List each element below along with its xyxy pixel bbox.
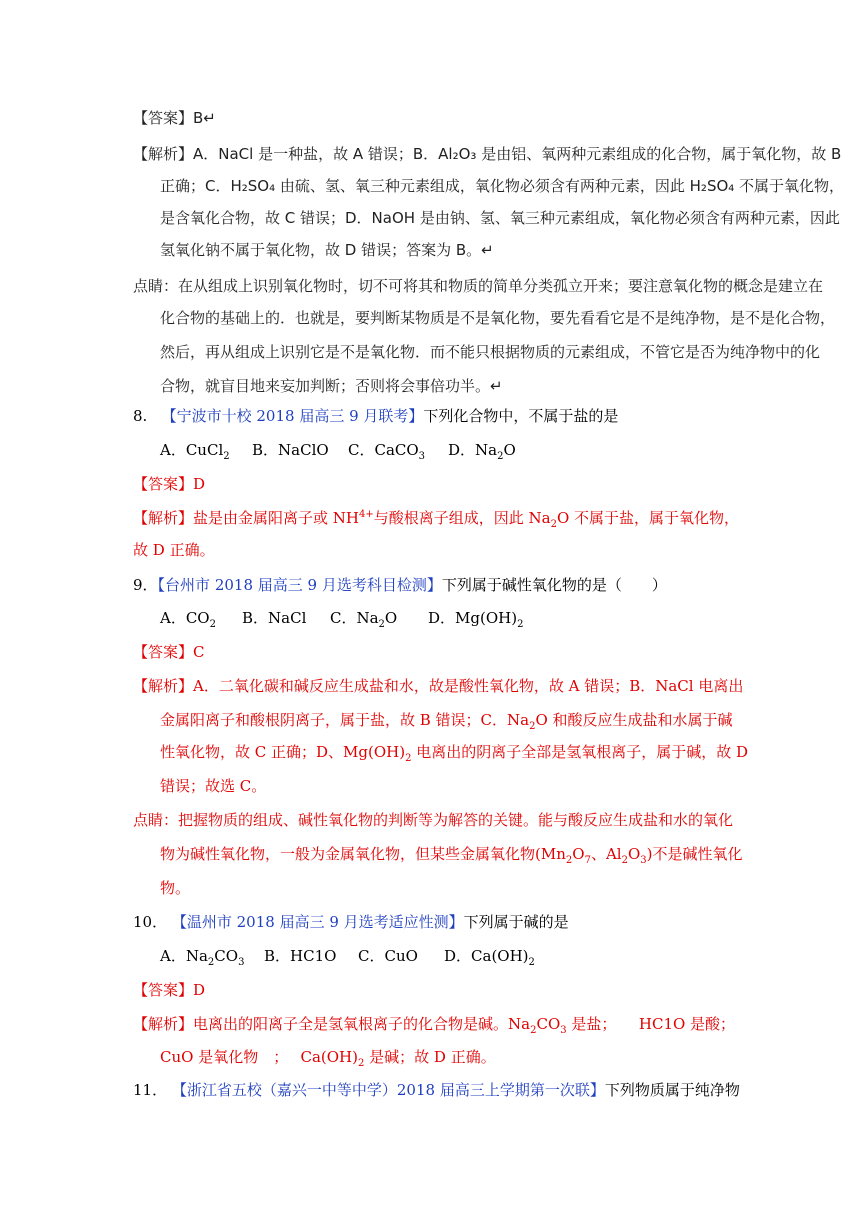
question-10-header	[133, 912, 569, 932]
question-9-header	[133, 575, 667, 595]
question-number: 11．	[133, 1081, 168, 1099]
question-stem: 下列属于碱的是	[463, 913, 569, 931]
question-9-analysis-line-2: 金属阳离子和酸根阴离子，属于盐，故 B 错误；C．$Na_2O$ 和酸反应生成盐和水属于碱	[160, 711, 733, 732]
question-stem: 下列化合物中，不属于盐的是	[423, 407, 619, 425]
option-a: A．CuCl$_2$	[160, 441, 230, 462]
option-b: B．HC1O	[264, 947, 337, 965]
question-9-options	[160, 608, 523, 628]
option-c: C．CaCO$_3$	[348, 441, 426, 462]
scan-tip-line-4: 合物，就盲目地来妄加判断；否则将会事倍功半。↵	[160, 377, 503, 395]
option-d: D．$Ca(OH)_2$	[444, 947, 535, 968]
scan-answer: 【答案】B↵	[133, 109, 216, 127]
question-source: 【宁波市十校 2018 届高三 9 月联考】	[161, 407, 424, 425]
question-10-analysis-line-2: CuO 是氧化物 ； $Ca(OH)_2$ 是碱；故 D 正确。	[160, 1048, 496, 1069]
question-9-tip-line-3: 物。	[160, 879, 191, 897]
question-8-analysis-line-1: 【解析】盐是由金属阳离子或 $NH^{4+}$与酸根离子组成，因此 $Na_2O$ 不属于盐，属于氧化物，	[133, 509, 740, 530]
question-number: 9．	[133, 576, 158, 594]
option-b: B．NaClO	[252, 441, 329, 459]
question-stem: 下列属于碱性氧化物的是（ ）	[441, 576, 667, 594]
scan-analysis-line-1: 【解析】A．NaCl 是一种盐，故 A 错误；B．Al₂O₃ 是由铝、氧两种元素组成的化合物，属于氧化物，故 B	[133, 145, 842, 163]
question-9-tip-line-2: 物为碱性氧化物，一般为金属氧化物，但某些金属氧化物($Mn_2O_7$、$Al_2O_3$)不是碱性氧化	[160, 845, 743, 866]
question-number: 8.	[133, 407, 148, 425]
question-number: 10．	[133, 913, 168, 931]
question-source: 【浙江省五校（嘉兴一中等中学）2018 届高三上学期第一次联】	[171, 1081, 605, 1099]
question-10-analysis-line-1: 【解析】电离出的阳离子全是氢氧根离子的化合物是碱。$Na_2CO_3$ 是盐； HC1O 是酸；	[133, 1015, 736, 1036]
option-d: D．$Mg(OH)_2$	[428, 609, 524, 630]
question-8-answer: 【答案】D	[133, 475, 206, 493]
option-c: C．$Na_2O$	[330, 609, 398, 630]
question-9-analysis-line-3: 性氧化物，故 C 正确；D、$Mg(OH)_2$ 电离出的阴离子全部是氢氧根离子，属于碱，故 D	[160, 743, 749, 764]
scan-analysis-line-4: 氢氧化钠不属于氧化物，故 D 错误；答案为 B。↵	[160, 241, 494, 259]
option-b: B．NaCl	[242, 609, 307, 627]
question-10-answer: 【答案】D	[133, 981, 206, 999]
question-source: 【温州市 2018 届高三 9 月选考适应性测】	[171, 913, 464, 931]
scan-tip-line-2: 化合物的基础上的．也就是，要判断某物质是不是氧化物，要先看看它是不是纯净物，是不是化合物，	[160, 309, 836, 327]
scan-analysis-line-2: 正确；C．H₂SO₄ 由硫、氢、氧三种元素组成，氧化物必须含有两种元素，因此 H₂SO₄ 不属于氧化物，	[160, 177, 845, 195]
question-10-options	[160, 946, 535, 966]
question-9-tip-line-1: 点睛：把握物质的组成、碱性氧化物的判断等为解答的关键。能与酸反应生成盐和水的氧化	[133, 811, 734, 829]
question-9-analysis-line-1: 【解析】A．二氧化碳和碱反应生成盐和水，故是酸性氧化物，故 A 错误；B．NaCl 电离出	[133, 677, 744, 695]
question-8-header	[133, 406, 618, 426]
question-8-options	[160, 440, 516, 460]
option-d: D．$Na_2O$	[448, 441, 516, 462]
option-a: A．$Na_2CO_3$	[160, 947, 245, 968]
question-source: 【台州市 2018 届高三 9 月选考科目检测】	[157, 576, 442, 594]
question-9-analysis-line-4: 错误；故选 C。	[160, 777, 267, 795]
question-11-header	[133, 1080, 740, 1100]
scan-tip-line-1: 点睛：在从组成上识别氧化物时，切不可将其和物质的简单分类孤立开来；要注意氧化物的概念是建立在	[133, 277, 824, 295]
question-8-analysis-line-2: 故 D 正确。	[133, 541, 215, 559]
option-c: C．CuO	[358, 947, 418, 965]
question-stem: 下列物质属于纯净物	[604, 1081, 740, 1099]
question-9-answer: 【答案】C	[133, 643, 205, 661]
scan-analysis-line-3: 是含氧化合物，故 C 错误；D．NaOH 是由钠、氢、氧三种元素组成，氧化物必须含有两种元素，因此	[160, 209, 840, 227]
option-a: A．$CO_2$	[160, 609, 216, 630]
scan-tip-line-3: 然后，再从组成上识别它是不是氧化物．而不能只根据物质的元素组成，不管它是否为纯净物中的化	[160, 343, 821, 361]
